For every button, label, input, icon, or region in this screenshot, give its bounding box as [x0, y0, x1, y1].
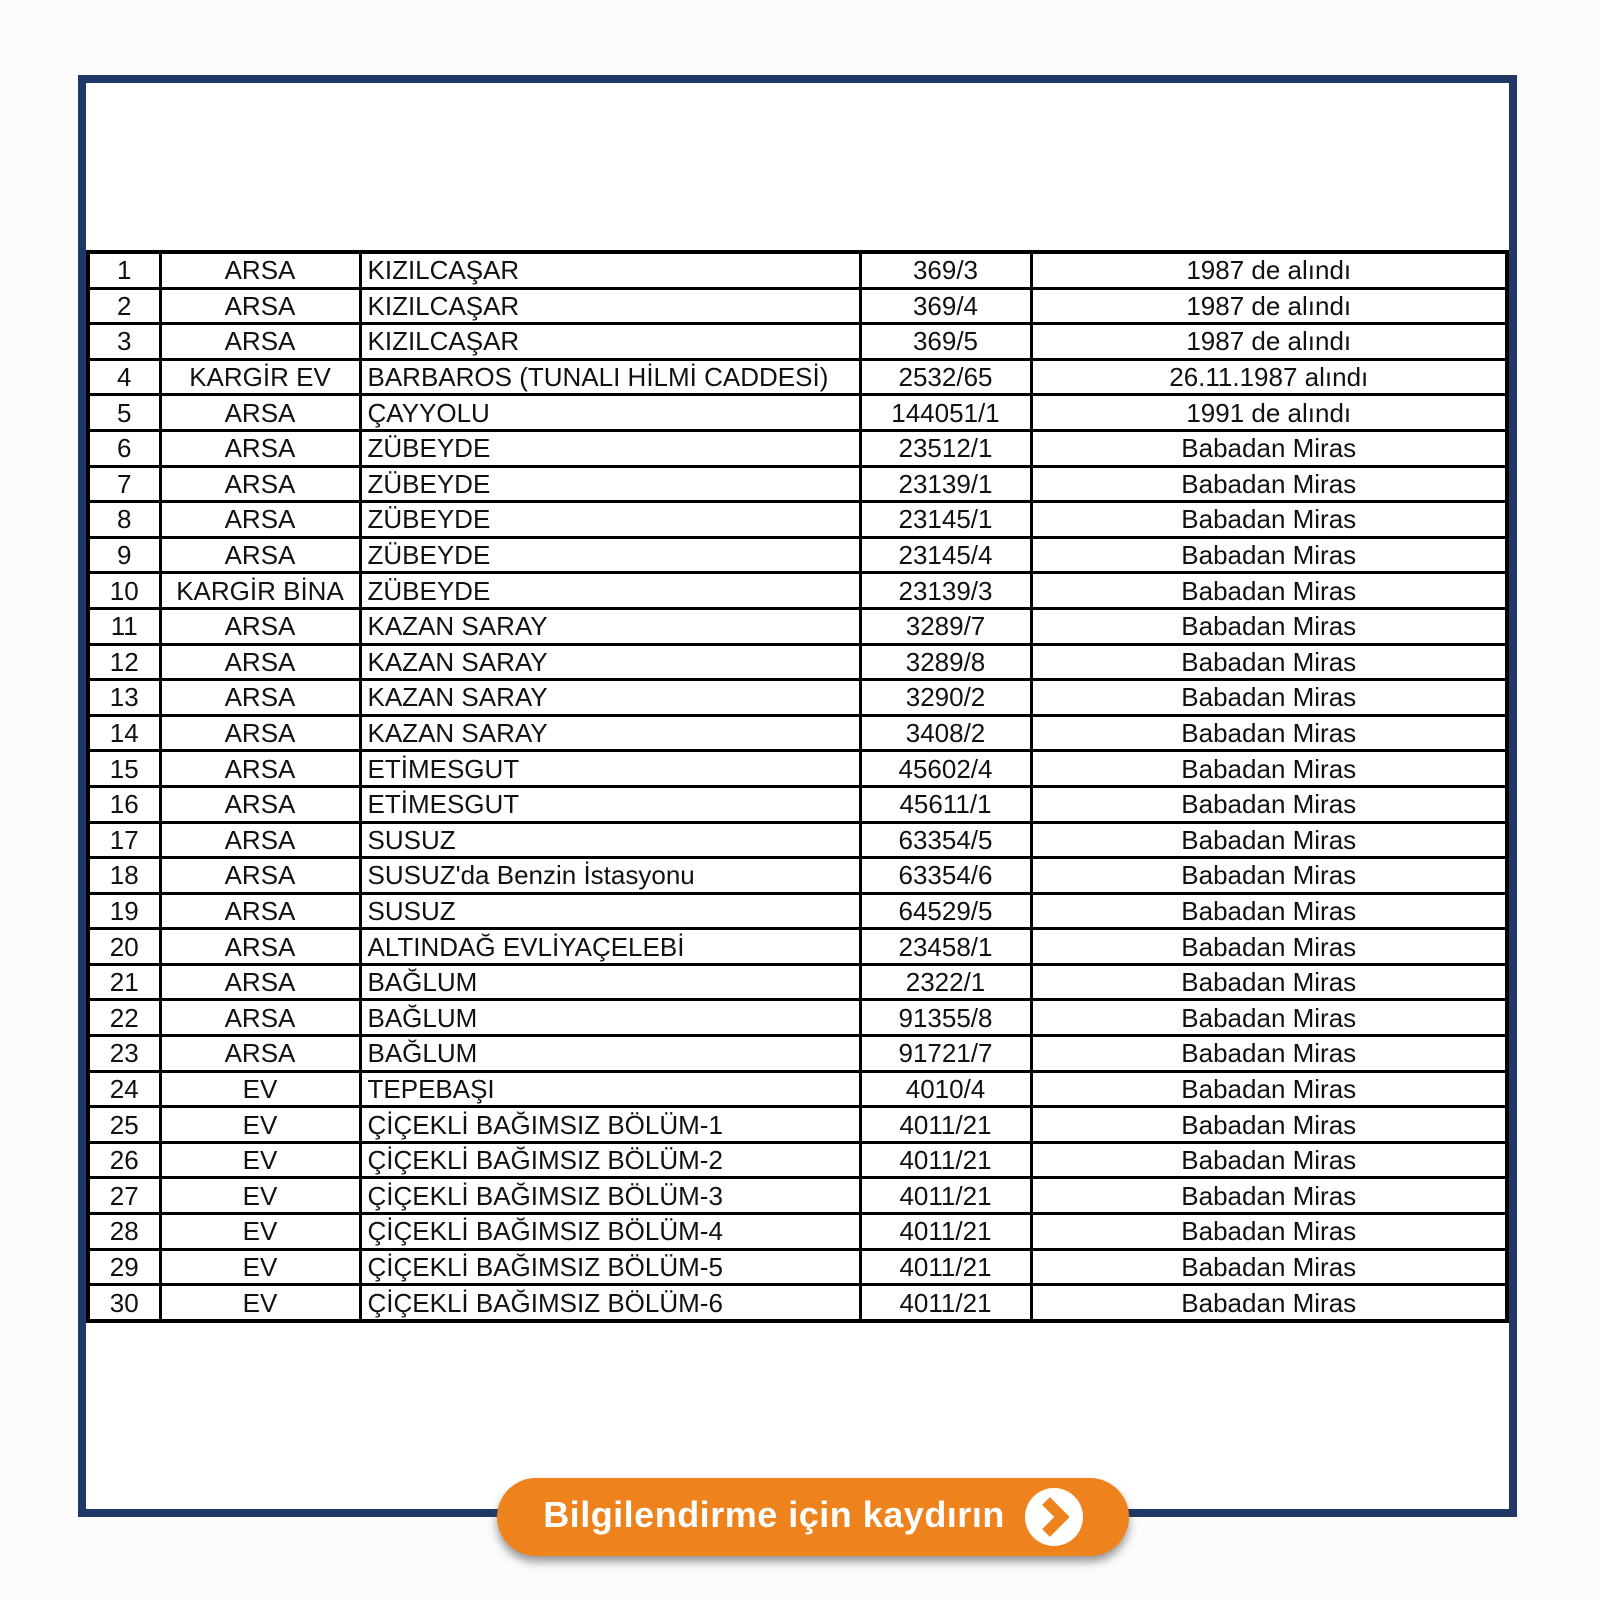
- type-cell: ARSA: [160, 1000, 360, 1036]
- type-cell: ARSA: [160, 288, 360, 324]
- note-cell: Babadan Miras: [1031, 608, 1507, 644]
- location-cell: ÇİÇEKLİ BAĞIMSIZ BÖLÜM-4: [360, 1214, 860, 1250]
- parcel-cell: 63354/5: [860, 822, 1031, 858]
- parcel-cell: 369/4: [860, 288, 1031, 324]
- location-cell: ZÜBEYDE: [360, 430, 860, 466]
- parcel-cell: 23145/4: [860, 537, 1031, 573]
- location-cell: ÇİÇEKLİ BAĞIMSIZ BÖLÜM-1: [360, 1107, 860, 1143]
- note-cell: Babadan Miras: [1031, 537, 1507, 573]
- note-cell: Babadan Miras: [1031, 1107, 1507, 1143]
- note-cell: Babadan Miras: [1031, 466, 1507, 502]
- row-number-cell: 4: [88, 359, 160, 395]
- type-cell: ARSA: [160, 786, 360, 822]
- table-row: [88, 893, 1507, 929]
- location-cell: KIZILCAŞAR: [360, 324, 860, 360]
- table-row: [88, 1142, 1507, 1178]
- location-cell: KIZILCAŞAR: [360, 252, 860, 288]
- location-cell: ALTINDAĞ EVLİYAÇELEBİ: [360, 929, 860, 965]
- note-cell: Babadan Miras: [1031, 1071, 1507, 1107]
- note-cell: Babadan Miras: [1031, 822, 1507, 858]
- type-cell: ARSA: [160, 715, 360, 751]
- location-cell: KAZAN SARAY: [360, 680, 860, 716]
- table-row: [88, 1285, 1507, 1321]
- location-cell: BAĞLUM: [360, 964, 860, 1000]
- parcel-cell: 3408/2: [860, 715, 1031, 751]
- row-number-cell: 16: [88, 786, 160, 822]
- row-number-cell: 13: [88, 680, 160, 716]
- type-cell: ARSA: [160, 252, 360, 288]
- location-cell: KIZILCAŞAR: [360, 288, 860, 324]
- note-cell: 1987 de alındı: [1031, 288, 1507, 324]
- note-cell: Babadan Miras: [1031, 502, 1507, 538]
- row-number-cell: 25: [88, 1107, 160, 1143]
- table-row: [88, 502, 1507, 538]
- parcel-cell: 64529/5: [860, 893, 1031, 929]
- parcel-cell: 4011/21: [860, 1142, 1031, 1178]
- row-number-cell: 5: [88, 395, 160, 431]
- type-cell: ARSA: [160, 502, 360, 538]
- parcel-cell: 144051/1: [860, 395, 1031, 431]
- location-cell: ZÜBEYDE: [360, 537, 860, 573]
- table-row: [88, 573, 1507, 609]
- row-number-cell: 22: [88, 1000, 160, 1036]
- row-number-cell: 2: [88, 288, 160, 324]
- type-cell: ARSA: [160, 430, 360, 466]
- parcel-cell: 4011/21: [860, 1214, 1031, 1250]
- note-cell: Babadan Miras: [1031, 1036, 1507, 1072]
- location-cell: SUSUZ'da Benzin İstasyonu: [360, 858, 860, 894]
- table-row: [88, 466, 1507, 502]
- table-row: [88, 644, 1507, 680]
- note-cell: 1991 de alındı: [1031, 395, 1507, 431]
- table-row: [88, 430, 1507, 466]
- table-row: [88, 680, 1507, 716]
- parcel-cell: 3290/2: [860, 680, 1031, 716]
- table-row: [88, 1249, 1507, 1285]
- scroll-button-label: Bilgilendirme için kaydırın: [543, 1494, 1005, 1535]
- note-cell: Babadan Miras: [1031, 1285, 1507, 1321]
- table-row: [88, 751, 1507, 787]
- row-number-cell: 21: [88, 964, 160, 1000]
- parcel-cell: 23145/1: [860, 502, 1031, 538]
- type-cell: ARSA: [160, 644, 360, 680]
- row-number-cell: 27: [88, 1178, 160, 1214]
- table-row: [88, 1036, 1507, 1072]
- location-cell: ÇİÇEKLİ BAĞIMSIZ BÖLÜM-5: [360, 1249, 860, 1285]
- note-cell: Babadan Miras: [1031, 1000, 1507, 1036]
- row-number-cell: 29: [88, 1249, 160, 1285]
- row-number-cell: 19: [88, 893, 160, 929]
- parcel-cell: 4011/21: [860, 1249, 1031, 1285]
- parcel-cell: 3289/8: [860, 644, 1031, 680]
- asset-table: [86, 250, 1509, 1323]
- type-cell: ARSA: [160, 324, 360, 360]
- table-row: [88, 964, 1507, 1000]
- row-number-cell: 20: [88, 929, 160, 965]
- type-cell: ARSA: [160, 751, 360, 787]
- location-cell: KAZAN SARAY: [360, 608, 860, 644]
- row-number-cell: 11: [88, 608, 160, 644]
- parcel-cell: 369/5: [860, 324, 1031, 360]
- table-row: [88, 359, 1507, 395]
- table-row: [88, 1107, 1507, 1143]
- row-number-cell: 9: [88, 537, 160, 573]
- row-number-cell: 6: [88, 430, 160, 466]
- row-number-cell: 28: [88, 1214, 160, 1250]
- parcel-cell: 45602/4: [860, 751, 1031, 787]
- parcel-cell: 4011/21: [860, 1107, 1031, 1143]
- note-cell: Babadan Miras: [1031, 644, 1507, 680]
- table-row: [88, 858, 1507, 894]
- type-cell: KARGİR BİNA: [160, 573, 360, 609]
- location-cell: ETİMESGUT: [360, 751, 860, 787]
- table-row: [88, 822, 1507, 858]
- row-number-cell: 3: [88, 324, 160, 360]
- table-row: [88, 288, 1507, 324]
- table-row: [88, 786, 1507, 822]
- location-cell: ZÜBEYDE: [360, 502, 860, 538]
- parcel-cell: 4011/21: [860, 1178, 1031, 1214]
- type-cell: ARSA: [160, 964, 360, 1000]
- note-cell: Babadan Miras: [1031, 858, 1507, 894]
- type-cell: EV: [160, 1142, 360, 1178]
- row-number-cell: 1: [88, 252, 160, 288]
- note-cell: Babadan Miras: [1031, 430, 1507, 466]
- location-cell: ÇİÇEKLİ BAĞIMSIZ BÖLÜM-3: [360, 1178, 860, 1214]
- table-row: [88, 252, 1507, 288]
- location-cell: BAĞLUM: [360, 1036, 860, 1072]
- location-cell: BARBAROS (TUNALI HİLMİ CADDESİ): [360, 359, 860, 395]
- location-cell: SUSUZ: [360, 822, 860, 858]
- location-cell: BAĞLUM: [360, 1000, 860, 1036]
- type-cell: ARSA: [160, 680, 360, 716]
- table-row: [88, 324, 1507, 360]
- row-number-cell: 15: [88, 751, 160, 787]
- row-number-cell: 12: [88, 644, 160, 680]
- table-row: [88, 1071, 1507, 1107]
- location-cell: ETİMESGUT: [360, 786, 860, 822]
- table-row: [88, 1000, 1507, 1036]
- row-number-cell: 14: [88, 715, 160, 751]
- location-cell: ZÜBEYDE: [360, 466, 860, 502]
- location-cell: KAZAN SARAY: [360, 644, 860, 680]
- type-cell: ARSA: [160, 1036, 360, 1072]
- type-cell: EV: [160, 1249, 360, 1285]
- type-cell: ARSA: [160, 537, 360, 573]
- table-row: [88, 715, 1507, 751]
- table-row: [88, 608, 1507, 644]
- type-cell: ARSA: [160, 893, 360, 929]
- parcel-cell: 23139/1: [860, 466, 1031, 502]
- parcel-cell: 2322/1: [860, 964, 1031, 1000]
- parcel-cell: 369/3: [860, 252, 1031, 288]
- type-cell: EV: [160, 1214, 360, 1250]
- note-cell: Babadan Miras: [1031, 751, 1507, 787]
- parcel-cell: 23139/3: [860, 573, 1031, 609]
- note-cell: Babadan Miras: [1031, 1142, 1507, 1178]
- type-cell: EV: [160, 1107, 360, 1143]
- row-number-cell: 10: [88, 573, 160, 609]
- note-cell: Babadan Miras: [1031, 786, 1507, 822]
- location-cell: ÇİÇEKLİ BAĞIMSIZ BÖLÜM-6: [360, 1285, 860, 1321]
- row-number-cell: 30: [88, 1285, 160, 1321]
- row-number-cell: 23: [88, 1036, 160, 1072]
- location-cell: ÇİÇEKLİ BAĞIMSIZ BÖLÜM-2: [360, 1142, 860, 1178]
- note-cell: Babadan Miras: [1031, 1214, 1507, 1250]
- row-number-cell: 26: [88, 1142, 160, 1178]
- table-row: [88, 1214, 1507, 1250]
- parcel-cell: 91355/8: [860, 1000, 1031, 1036]
- parcel-cell: 4011/21: [860, 1285, 1031, 1321]
- table-row: [88, 1178, 1507, 1214]
- content-frame: [78, 75, 1517, 1517]
- note-cell: 1987 de alındı: [1031, 252, 1507, 288]
- note-cell: 26.11.1987 alındı: [1031, 359, 1507, 395]
- location-cell: SUSUZ: [360, 893, 860, 929]
- asset-table-body: [88, 252, 1507, 1321]
- note-cell: Babadan Miras: [1031, 964, 1507, 1000]
- row-number-cell: 24: [88, 1071, 160, 1107]
- note-cell: Babadan Miras: [1031, 929, 1507, 965]
- scroll-info-button[interactable]: [497, 1478, 1129, 1556]
- location-cell: ZÜBEYDE: [360, 573, 860, 609]
- table-row: [88, 537, 1507, 573]
- type-cell: ARSA: [160, 929, 360, 965]
- note-cell: Babadan Miras: [1031, 680, 1507, 716]
- parcel-cell: 2532/65: [860, 359, 1031, 395]
- table-row: [88, 395, 1507, 431]
- row-number-cell: 8: [88, 502, 160, 538]
- location-cell: TEPEBAŞI: [360, 1071, 860, 1107]
- location-cell: KAZAN SARAY: [360, 715, 860, 751]
- type-cell: ARSA: [160, 395, 360, 431]
- type-cell: EV: [160, 1071, 360, 1107]
- note-cell: Babadan Miras: [1031, 893, 1507, 929]
- parcel-cell: 4010/4: [860, 1071, 1031, 1107]
- note-cell: Babadan Miras: [1031, 1178, 1507, 1214]
- type-cell: ARSA: [160, 608, 360, 644]
- type-cell: KARGİR EV: [160, 359, 360, 395]
- note-cell: Babadan Miras: [1031, 1249, 1507, 1285]
- note-cell: Babadan Miras: [1031, 715, 1507, 751]
- row-number-cell: 7: [88, 466, 160, 502]
- note-cell: 1987 de alındı: [1031, 324, 1507, 360]
- parcel-cell: 63354/6: [860, 858, 1031, 894]
- row-number-cell: 17: [88, 822, 160, 858]
- type-cell: ARSA: [160, 822, 360, 858]
- location-cell: ÇAYYOLU: [360, 395, 860, 431]
- type-cell: ARSA: [160, 858, 360, 894]
- type-cell: EV: [160, 1178, 360, 1214]
- row-number-cell: 18: [88, 858, 160, 894]
- parcel-cell: 45611/1: [860, 786, 1031, 822]
- table-row: [88, 929, 1507, 965]
- parcel-cell: 3289/7: [860, 608, 1031, 644]
- parcel-cell: 23512/1: [860, 430, 1031, 466]
- note-cell: Babadan Miras: [1031, 573, 1507, 609]
- parcel-cell: 23458/1: [860, 929, 1031, 965]
- parcel-cell: 91721/7: [860, 1036, 1031, 1072]
- type-cell: ARSA: [160, 466, 360, 502]
- chevron-right-icon: [1025, 1488, 1083, 1546]
- type-cell: EV: [160, 1285, 360, 1321]
